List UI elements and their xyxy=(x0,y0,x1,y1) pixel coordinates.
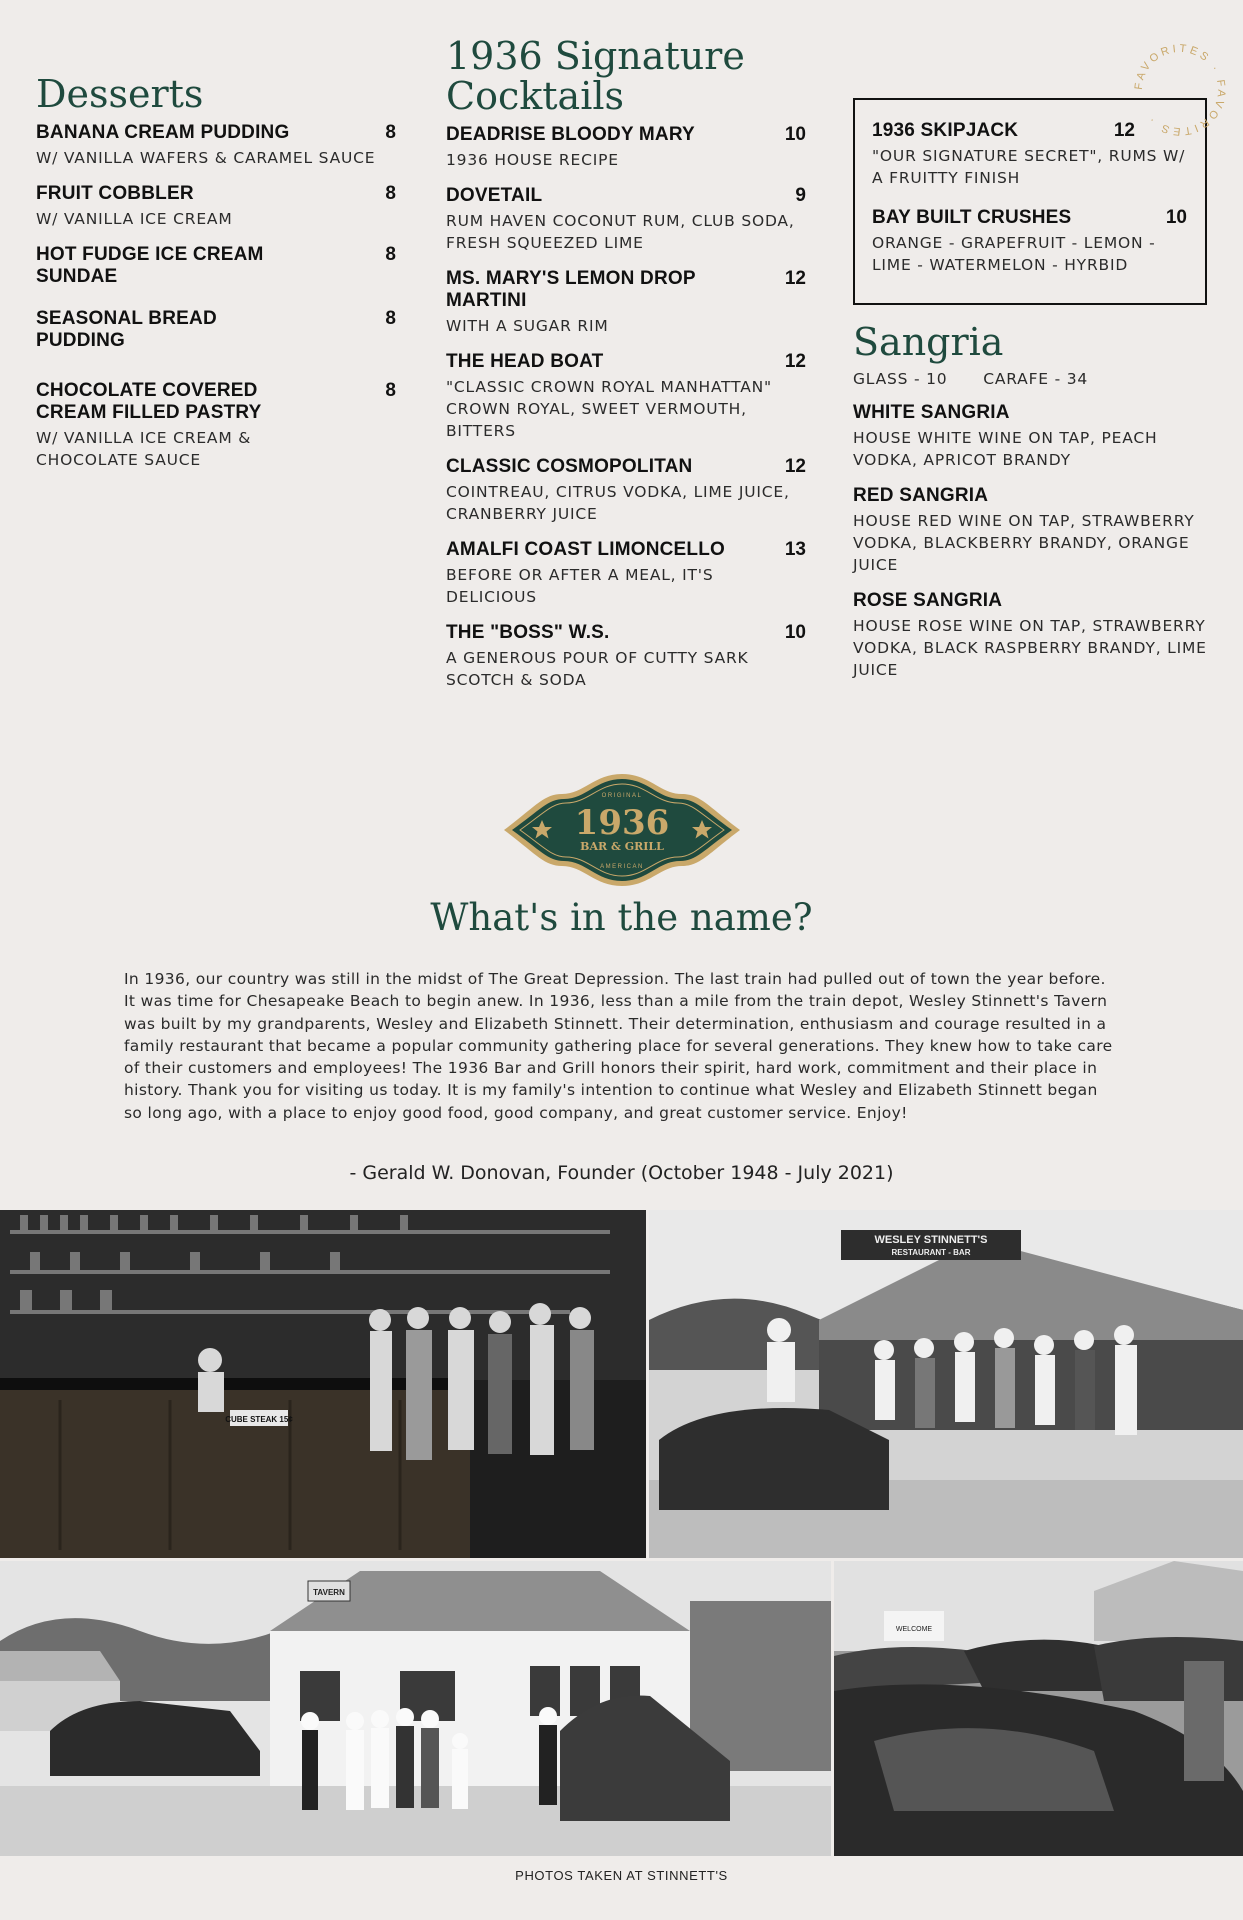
dessert-item xyxy=(36,380,396,471)
sign-welcome: WELCOME xyxy=(895,1626,933,1633)
dessert-name: SEASONAL BREAD PUDDING xyxy=(36,308,217,351)
cocktail-item xyxy=(446,622,806,691)
sangria-desc: HOUSE WHITE WINE ON TAP, PEACH VODKA, APRICOT BRANDY xyxy=(853,429,1158,469)
dessert-desc: W/ VANILLA ICE CREAM & CHOCOLATE SAUCE xyxy=(36,429,252,469)
sangria-name: RED SANGRIA xyxy=(853,485,989,506)
cocktail-desc: "CLASSIC CROWN ROYAL MANHATTAN" CROWN ROYAL, SWEET VERMOUTH, BITTERS xyxy=(446,378,772,440)
cocktail-price: 13 xyxy=(784,539,806,560)
cocktail-item xyxy=(446,456,806,525)
logo-name: BAR & GRILL xyxy=(580,840,664,853)
cocktail-name: THE "BOSS" W.S. xyxy=(446,622,610,643)
sangria-pricing xyxy=(853,370,1207,388)
photo-parked-cars-image xyxy=(834,1561,1243,1856)
sangria-list xyxy=(853,402,1207,681)
logo-bottom-text: AMERICAN xyxy=(600,864,644,870)
photo-parked-cars xyxy=(834,1561,1243,1856)
cocktail-price: 12 xyxy=(784,268,806,289)
sangria-item xyxy=(853,485,1207,576)
cocktail-desc: WITH A SUGAR RIM xyxy=(446,317,609,335)
cocktails-list xyxy=(446,124,806,691)
dessert-item xyxy=(36,244,396,288)
badge-text: FAVORITES · FAVORITES · xyxy=(1132,42,1228,138)
cocktail-name: CLASSIC COSMOPOLITAN xyxy=(446,456,693,477)
favorite-price: 10 xyxy=(1165,207,1187,228)
dessert-name: HOT FUDGE ICE CREAM SUNDAE xyxy=(36,244,264,287)
sangria-glass-price: GLASS - 10 xyxy=(853,370,948,388)
sangria-desc: HOUSE RED WINE ON TAP, STRAWBERRY VODKA, BLACKBERRY BRANDY, ORANGE JUICE xyxy=(853,512,1195,574)
photo-tavern-building-image xyxy=(0,1561,831,1856)
dessert-name: CHOCOLATE COVERED CREAM FILLED PASTRY xyxy=(36,380,262,423)
cocktail-name: AMALFI COAST LIMONCELLO xyxy=(446,539,726,560)
cocktail-price: 9 xyxy=(795,185,806,206)
favorite-item xyxy=(872,207,1187,276)
cocktails-title-line-2: Cocktails xyxy=(446,74,624,118)
dessert-price: 8 xyxy=(385,183,396,204)
sign-restaurant-bar: RESTAURANT - BAR xyxy=(891,1248,971,1257)
sangria-name: ROSE SANGRIA xyxy=(853,590,1003,611)
cocktails-title xyxy=(446,36,806,116)
story-body: In 1936, our country was still in the midst of The Great Depression. The last train had pulled out of town the year before. It was time for Chesapeake Beach to begin anew. In 1936, less than a mile from the train depot, Wesley Stinnett's Tavern was built by my grandparents, Wesley and Elizabeth Stinnett. Their determination, enthusiasm and courage resulted in a family restaurant that became a popular community gathering place for several generations. They knew how to take care of their customers and employees! The 1936 Bar and Grill honors their spirit, hard work, commitment and their place in history. Thank you for visiting us today. It is my family's intention to continue what Wesley and Elizabeth Stinnett began so long ago, with a place to enjoy good food, good company, and great customer service. Enjoy! xyxy=(124,970,1113,1122)
sangria-title: Sangria xyxy=(853,320,1004,364)
sangria-desc: HOUSE ROSE WINE ON TAP, STRAWBERRY VODKA, BLACK RASPBERRY BRANDY, LIME JUICE xyxy=(853,617,1207,679)
cocktail-name: DOVETAIL xyxy=(446,185,543,206)
sangria-name: WHITE SANGRIA xyxy=(853,402,1010,423)
sangria-carafe-price: CARAFE - 34 xyxy=(983,370,1089,388)
dessert-desc: W/ VANILLA ICE CREAM xyxy=(36,210,233,228)
logo-year: 1936 xyxy=(574,803,670,843)
dessert-name: FRUIT COBBLER xyxy=(36,183,194,204)
dessert-price: 8 xyxy=(385,380,396,401)
dessert-desc: W/ VANILLA WAFERS & CARAMEL SAUCE xyxy=(36,149,376,167)
story-signature: - Gerald W. Donovan, Founder (October 1948 - July 2021) xyxy=(349,1162,894,1184)
dessert-item xyxy=(36,183,396,230)
cocktails-section xyxy=(446,36,806,691)
photo-family-outside xyxy=(649,1210,1243,1558)
favorites-badge-icon xyxy=(1130,40,1230,140)
favorite-desc: "OUR SIGNATURE SECRET", RUMS W/ A FRUITTY FINISH xyxy=(872,147,1186,187)
sangria-section xyxy=(853,322,1207,681)
dessert-item xyxy=(36,122,396,169)
cocktail-desc: BEFORE OR AFTER A MEAL, IT'S DELICIOUS xyxy=(446,566,714,606)
story-title: What's in the name? xyxy=(430,896,813,939)
dessert-price: 8 xyxy=(385,244,396,265)
cocktail-item xyxy=(446,351,806,442)
cocktail-desc: RUM HAVEN COCONUT RUM, CLUB SODA, FRESH SQUEEZED LIME xyxy=(446,212,795,252)
cocktail-name: THE HEAD BOAT xyxy=(446,351,604,372)
cocktail-item xyxy=(446,268,806,337)
restaurant-logo xyxy=(500,770,744,890)
dessert-price: 8 xyxy=(385,308,396,329)
desserts-list xyxy=(36,122,396,471)
cocktail-price: 10 xyxy=(784,124,806,145)
cocktail-item xyxy=(446,539,806,608)
cocktail-name: DEADRISE BLOODY MARY xyxy=(446,124,695,145)
photos-caption: PHOTOS TAKEN AT STINNETT'S xyxy=(515,1868,728,1883)
photo-tavern-building xyxy=(0,1561,831,1856)
dessert-item xyxy=(36,308,396,352)
desserts-section xyxy=(36,74,396,471)
cocktails-title-line-1: 1936 Signature xyxy=(446,34,745,78)
sign-wesley-stinnetts: WESLEY STINNETT'S xyxy=(874,1234,988,1246)
cocktail-name: MS. MARY'S LEMON DROP MARTINI xyxy=(446,268,696,311)
sangria-item xyxy=(853,402,1207,471)
photo-family-outside-image xyxy=(649,1210,1243,1558)
svg-text:FAVORITES · FAVORITES · xyxy=(1133,43,1227,138)
desserts-title: Desserts xyxy=(36,72,204,116)
dessert-price: 8 xyxy=(385,122,396,143)
dessert-name: BANANA CREAM PUDDING xyxy=(36,122,290,143)
sign-cube-steak: CUBE STEAK 15¢ xyxy=(225,1415,293,1424)
cocktail-price: 10 xyxy=(784,622,806,643)
cocktail-price: 12 xyxy=(784,351,806,372)
logo-top-text: ORIGINAL xyxy=(601,793,643,799)
photo-bar-interior-image xyxy=(0,1210,646,1558)
cocktail-desc: A GENEROUS POUR OF CUTTY SARK SCOTCH & SODA xyxy=(446,649,749,689)
sangria-item xyxy=(853,590,1207,681)
favorite-desc: ORANGE - GRAPEFRUIT - LEMON - LIME - WATERMELON - HYRBID xyxy=(872,234,1156,274)
cocktail-price: 12 xyxy=(784,456,806,477)
favorite-name: 1936 SKIPJACK xyxy=(872,120,1019,141)
favorite-name: BAY BUILT CRUSHES xyxy=(872,207,1072,228)
cocktail-desc: COINTREAU, CITRUS VODKA, LIME JUICE, CRANBERRY JUICE xyxy=(446,483,790,523)
photo-bar-interior xyxy=(0,1210,646,1558)
favorite-price: 12 xyxy=(1113,120,1135,141)
cocktail-item xyxy=(446,185,806,254)
cocktail-item xyxy=(446,124,806,171)
cocktail-desc: 1936 HOUSE RECIPE xyxy=(446,151,619,169)
sign-tavern: TAVERN xyxy=(313,1588,345,1597)
